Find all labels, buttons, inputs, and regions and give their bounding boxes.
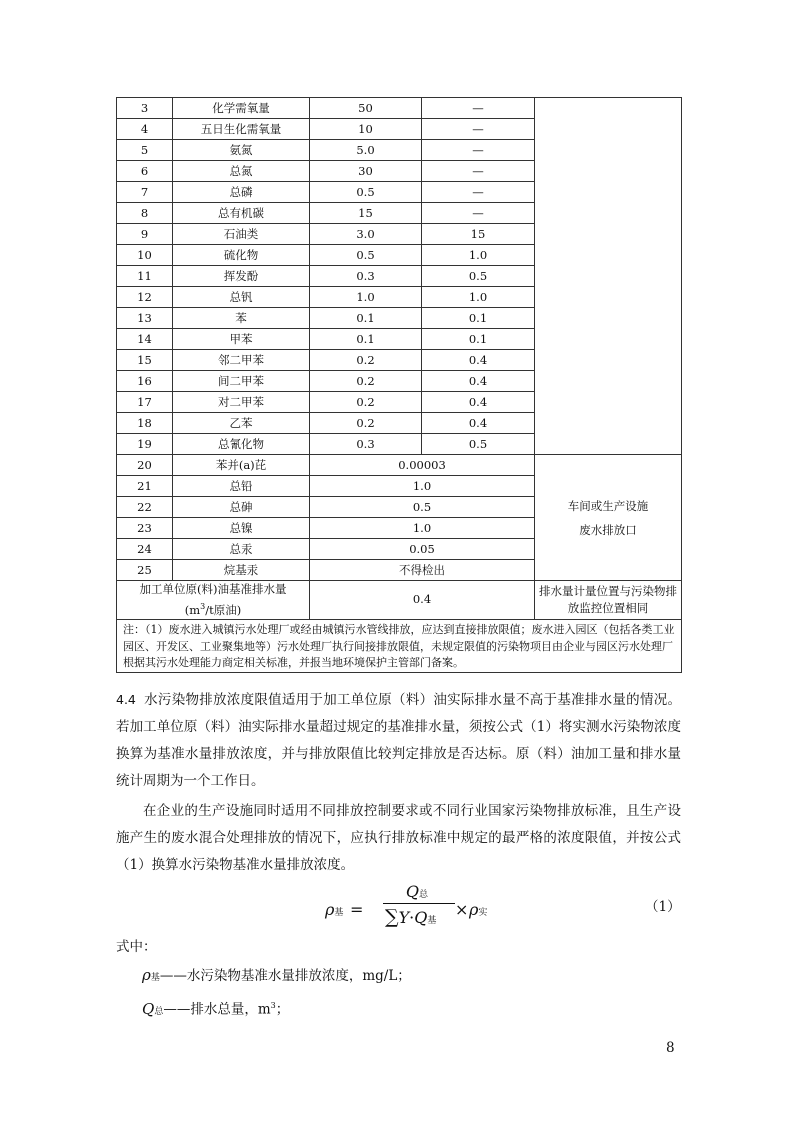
indirect-limit: 0.5: [422, 266, 535, 287]
row-number: 23: [117, 518, 173, 539]
pollutant-name: 总镍: [173, 518, 310, 539]
row-number: 21: [117, 476, 173, 497]
indirect-limit: 0.4: [422, 350, 535, 371]
row-number: 16: [117, 371, 173, 392]
direct-limit: 1.0: [310, 287, 422, 308]
indirect-limit: 0.4: [422, 413, 535, 434]
pollutant-name: 石油类: [173, 224, 310, 245]
emission-limit: 0.5: [310, 497, 535, 518]
pollutant-name: 总钒: [173, 287, 310, 308]
row-number: 12: [117, 287, 173, 308]
direct-limit: 0.3: [310, 266, 422, 287]
pollutant-name: 苯并(a)芘: [173, 455, 310, 476]
indirect-limit: —: [422, 161, 535, 182]
row-number: 19: [117, 434, 173, 455]
direct-limit: 3.0: [310, 224, 422, 245]
emission-limit: 不得检出: [310, 560, 535, 581]
row-number: 17: [117, 392, 173, 413]
direct-limit: 10: [310, 119, 422, 140]
formula-1: ρ基 = Q总 ∑Y·Q基 × ρ实: [325, 882, 488, 928]
indirect-limit: —: [422, 140, 535, 161]
pollutant-name: 硫化物: [173, 245, 310, 266]
row-number: 8: [117, 203, 173, 224]
pollutant-name: 总铅: [173, 476, 310, 497]
direct-limit: 0.2: [310, 371, 422, 392]
indirect-limit: —: [422, 119, 535, 140]
emission-limit: 1.0: [310, 518, 535, 539]
formula-definitions: [116, 933, 411, 1026]
formula-lhs: ρ基: [325, 900, 344, 919]
definition-q-total: Q总——排水总量，$m^3$；: [142, 999, 290, 1018]
emission-limit: 0.00003: [310, 455, 535, 476]
row-number: 15: [117, 350, 173, 371]
direct-limit: 5.0: [310, 140, 422, 161]
equation-number: （1）: [645, 899, 681, 915]
pollutant-name: 苯: [173, 308, 310, 329]
section-number: 4.4: [116, 692, 136, 707]
baseline-drainage-row: [117, 581, 682, 620]
emission-limit: 0.05: [310, 539, 535, 560]
row-number: 9: [117, 224, 173, 245]
table-note-row: [117, 619, 682, 672]
formula-numerator: Q总: [405, 882, 429, 901]
pollutant-name: 总砷: [173, 497, 310, 518]
section-4-4-paragraph: 4.4 水污染物排放浓度限值适用于加工单位原（料）油实际排水量不高于基准排水量的情况。若加工单位原（料）油实际排水量超过规定的基准排水量，须按公式（1）将实测水污染物浓度换算为基准水量排放浓度，并与排放限值比较判定排放是否达标。原（料）油加工量和排水量统计周期为一个工作日。: [116, 692, 681, 789]
pollutant-name: 氨氮: [173, 140, 310, 161]
indirect-limit: 0.4: [422, 371, 535, 392]
pollutant-name: 间二甲苯: [173, 371, 310, 392]
row-number: 6: [117, 161, 173, 182]
emission-limits-table: [116, 97, 682, 673]
fraction-bar: [383, 903, 455, 904]
row-number: 7: [117, 182, 173, 203]
indirect-limit: 0.5: [422, 434, 535, 455]
row-number: 22: [117, 497, 173, 518]
indirect-limit: 1.0: [422, 245, 535, 266]
indirect-limit: 0.1: [422, 308, 535, 329]
indirect-limit: 0.4: [422, 392, 535, 413]
pollutant-name: 烷基汞: [173, 560, 310, 581]
page-number: 8: [666, 1040, 675, 1056]
row-number: 24: [117, 539, 173, 560]
pollutant-name: 甲苯: [173, 329, 310, 350]
direct-limit: 0.2: [310, 392, 422, 413]
table-note: 注：（1）废水进入城镇污水处理厂或经由城镇污水管线排放，应达到直接排放限值；废水进入园区（包括各类工业园区、开发区、工业聚集地等）污水处理厂执行间接排放限值，未规定限值的污染物项目由企业与园区污水处理厂根据其污水处理能力商定相关标准，并报当地环境保护主管部门备案。: [117, 619, 682, 672]
baseline-drainage-value: 0.4: [310, 581, 535, 620]
pollutant-name: 乙苯: [173, 413, 310, 434]
direct-limit: 0.5: [310, 182, 422, 203]
formula-denominator: ∑Y·Q基: [385, 906, 437, 928]
monitor-location-blank: [535, 98, 682, 455]
pollutant-name: 总有机碳: [173, 203, 310, 224]
row-number: 18: [117, 413, 173, 434]
baseline-drainage-label: 加工单位原(料)油基准排水量 ($m^3/t$原油): [117, 581, 310, 620]
indirect-limit: —: [422, 182, 535, 203]
pollutant-name: 化学需氧量: [173, 98, 310, 119]
indirect-limit: 15: [422, 224, 535, 245]
indirect-limit: 0.1: [422, 329, 535, 350]
monitor-location: 车间或生产设施 废水排放口: [535, 455, 682, 581]
pollutant-name: 对二甲苯: [173, 392, 310, 413]
direct-limit: 0.2: [310, 413, 422, 434]
table-row: [117, 455, 682, 476]
direct-limit: 0.2: [310, 350, 422, 371]
row-number: 11: [117, 266, 173, 287]
formula-measured: ρ实: [469, 900, 488, 919]
row-number: 14: [117, 329, 173, 350]
row-number: 10: [117, 245, 173, 266]
pollutant-name: 挥发酚: [173, 266, 310, 287]
table-row: [117, 98, 682, 119]
baseline-drainage-location: 排水量计量位置与污染物排放监控位置相同: [535, 581, 682, 620]
direct-limit: 0.1: [310, 308, 422, 329]
indirect-limit: —: [422, 98, 535, 119]
indirect-limit: 1.0: [422, 287, 535, 308]
direct-limit: 30: [310, 161, 422, 182]
definition-rho-base: ρ基——水污染物基准水量排放浓度，mg/L；: [142, 966, 411, 984]
direct-limit: 0.5: [310, 245, 422, 266]
paragraph-mixed-facilities: 在企业的生产设施同时适用不同排放控制要求或不同行业国家污染物排放标准，且生产设施产生的废水混合处理排放的情况下，应执行排放标准中规定的最严格的浓度限值，并按公式（1）换算水污染物基准水量排放浓度。: [116, 803, 681, 873]
pollutant-name: 总磷: [173, 182, 310, 203]
row-number: 3: [117, 98, 173, 119]
row-number: 20: [117, 455, 173, 476]
pollutant-name: 总氰化物: [173, 434, 310, 455]
row-number: 13: [117, 308, 173, 329]
emission-limit: 1.0: [310, 476, 535, 497]
row-number: 5: [117, 140, 173, 161]
pollutant-name: 总汞: [173, 539, 310, 560]
pollutant-name: 总氮: [173, 161, 310, 182]
direct-limit: 0.3: [310, 434, 422, 455]
direct-limit: 50: [310, 98, 422, 119]
definitions-heading: 式中：: [116, 939, 157, 955]
row-number: 4: [117, 119, 173, 140]
pollutant-name: 五日生化需氧量: [173, 119, 310, 140]
direct-limit: 0.1: [310, 329, 422, 350]
direct-limit: 15: [310, 203, 422, 224]
row-number: 25: [117, 560, 173, 581]
indirect-limit: —: [422, 203, 535, 224]
pollutant-name: 邻二甲苯: [173, 350, 310, 371]
